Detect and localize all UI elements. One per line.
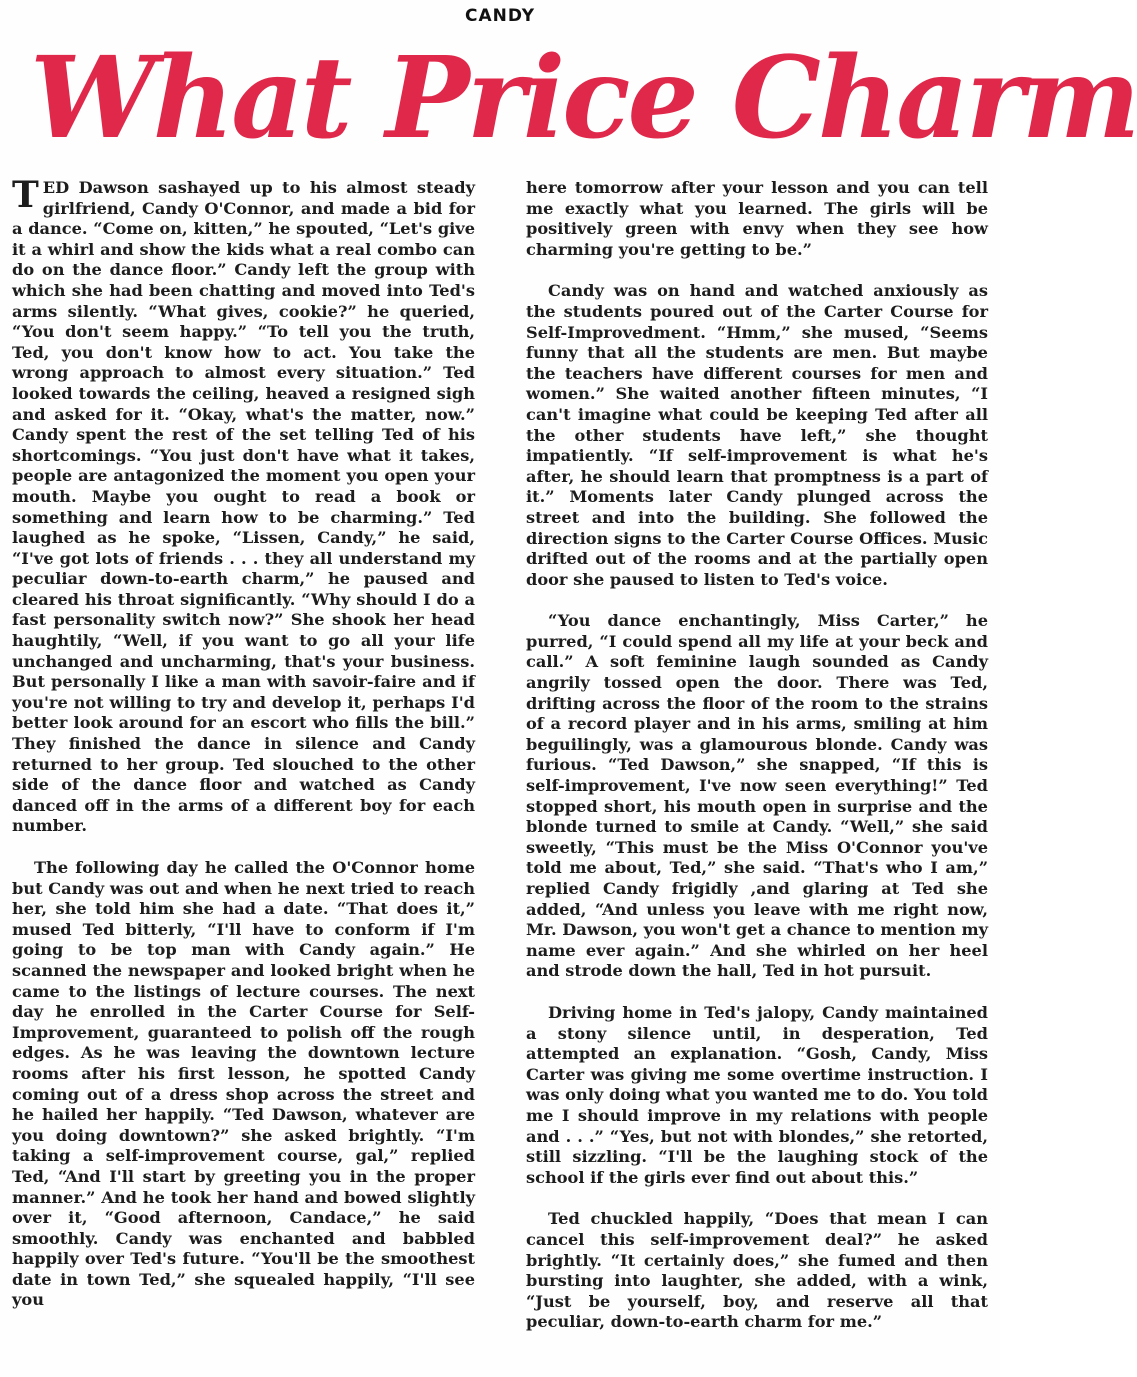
story-paragraph: here tomorrow after your lesson and you can tell me exactly what you learned. The girls will be positively green with envy when they see how charming you're getting to be.” bbox=[526, 178, 988, 259]
story-paragraph: Ted chuckled happily, “Does that mean I can cancel this self-improvement deal?” he asked brightly. “It certainly does,” she fumed and then bursting into laughter, she added, with a wink, “Just be yourself, boy, and reserve all that peculiar, down-to-earth charm for me.” bbox=[526, 1209, 988, 1332]
story-paragraph: Candy was on hand and watched anxiously as the students poured out of the Carter Course for Self-Improvedment. “Hmm,” she mused, “Seems funny that all the students are men. But maybe the teachers have different courses for men and women.” She waited another fifteen minutes, “I can't imagine what could be keeping Ted after all the other students have left,” she thought impatiently. “If self-improvement is what he's after, he should learn that promptness is a part of it.” Moments later Candy plunged across the street and into the building. She followed the direction signs to the Carter Course Offices. Music drifted out of the rooms and at the partially open door she paused to listen to Ted's voice. bbox=[526, 281, 988, 589]
left-column bbox=[12, 174, 475, 1311]
story-paragraph bbox=[12, 174, 475, 837]
story-paragraph: “You dance enchantingly, Miss Carter,” he purred, “I could spend all my life at your beck and call.” A soft feminine laugh sounded as Candy angrily tossed open the door. There was Ted, drifting across the floor of the room to the strains of a record player and in his arms, smiling at him beguilingly, was a glamourous blonde. Candy was furious. “Ted Dawson,” she snapped, “If this is self-improvement, I've now seen everything!” Ted stopped short, his mouth open in surprise and the blonde turned to smile at Candy. “Well,” she said sweetly, “This must be the Miss O'Connor you've told me about, Ted,” she said. “That's who I am,” replied Candy frigidly ,and glaring at Ted she added, “And unless you leave with me right now, Mr. Dawson, you won't get a chance to mention my name ever again.” And she whirled on her heel and strode down the hall, Ted in hot pursuit. bbox=[526, 611, 988, 981]
drop-cap: T bbox=[12, 174, 39, 216]
story-title: What Price Charm bbox=[30, 33, 1137, 164]
story-paragraph: Driving home in Ted's jalopy, Candy maintained a stony silence until, in desperation, Ted attempted an explanation. “Gosh, Candy, Miss Carter was giving me some overtime instruction. I was only doing what you wanted me to do. You told me I should improve in my relations with people and . . .” “Yes, but not with blondes,” she retorted, still sizzling. “I'll be the laughing stock of the school if the girls ever find out about this.” bbox=[526, 1002, 988, 1187]
right-column bbox=[526, 178, 988, 1333]
paragraph-text: ED Dawson sashayed up to his almost steady girlfriend, Candy O'Connor, and made a bid for a dance. “Come on, kitten,” he spouted, “Let's give it a whirl and show the kids what a real combo can do on the dance floor.” Candy left the group with which she had been chatting and moved into Ted's arms silently. “What gives, cookie?” he queried, “You don't seem happy.” “To tell you the truth, Ted, you don't know how to act. You take the wrong approach to almost every situation.” Ted looked towards the ceiling, heaved a resigned sigh and asked for it. “Okay, what's the matter, now.” Candy spent the rest of the set telling Ted of his shortcomings. “You just don't have what it takes, people are antagonized the moment you open your mouth. Maybe you ought to read a book or something and learn how to be charming.” Ted laughed as he spoke, “Lissen, Candy,” he said, “I've got lots of friends . . . they all understand my peculiar down-to-earth charm,” he paused and cleared his throat significantly. “Why should I do a fast personality switch now?” She shook her head haughtily, “Well, if you want to go all your life unchanged and uncharming, that's your business. But personally I like a man with savoir-faire and if you're not willing to try and develop it, perhaps I'd better look around for an escort who fills the bill.” They finished the dance in silence and Candy returned to her group. Ted slouched to the other side of the dance floor and watched as Candy danced off in the arms of a different boy for each number. bbox=[12, 178, 475, 836]
story-paragraph: The following day he called the O'Connor home but Candy was out and when he next tried to reach her, she told him she had a date. “That does it,” mused Ted bitterly, “I'll have to conform if I'm going to be top man with Candy again.” He scanned the newspaper and looked bright when he came to the listings of lecture courses. The next day he enrolled in the Carter Course for Self-Improvement, guaranteed to polish off the rough edges. As he was leaving the downtown lecture rooms after his first lesson, he spotted Candy coming out of a dress shop across the street and he hailed her happily. “Ted Dawson, whatever are you doing downtown?” she asked brightly. “I'm taking a self-improvement course, gal,” replied Ted, “And I'll start by greeting you in the proper manner.” And he took her hand and bowed slightly over it, “Good afternoon, Candace,” he said smoothly. Candy was enchanted and babbled happily over Ted's future. “You'll be the smoothest date in town Ted,” she squealed happily, “I'll see you bbox=[12, 858, 475, 1310]
series-title: CANDY bbox=[464, 6, 536, 26]
